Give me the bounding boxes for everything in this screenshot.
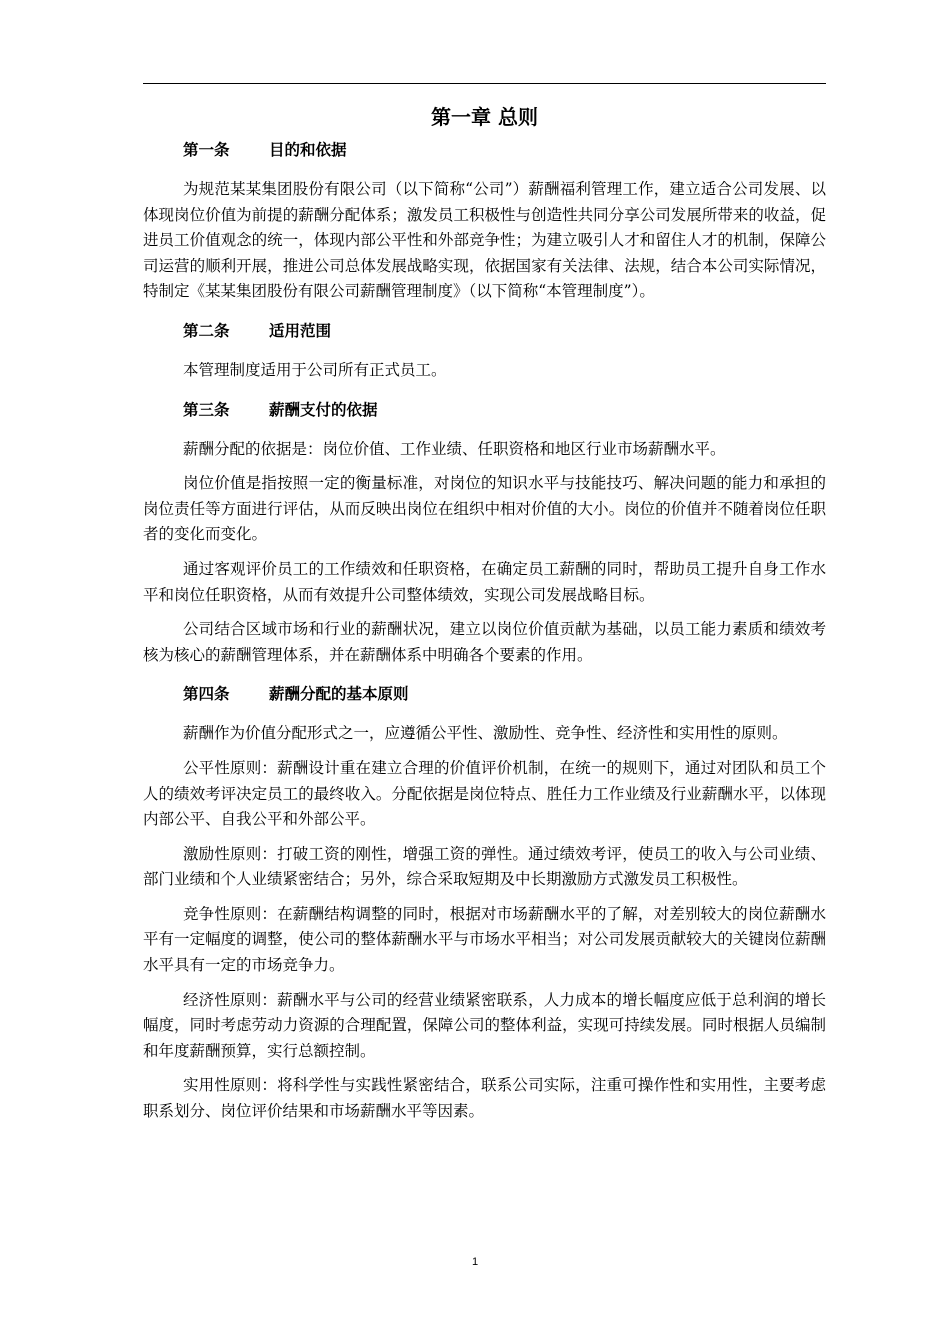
header-rule bbox=[143, 83, 826, 84]
paragraph: 竞争性原则：在薪酬结构调整的同时，根据对市场薪酬水平的了解，对差别较大的岗位薪酬水平有一定幅度的调整，使公司的整体薪酬水平与市场水平相当；对公司发展贡献较大的关键岗位薪酬水平具有一定的市场竞争力。 bbox=[143, 904, 826, 975]
paragraph: 薪酬分配的依据是：岗位价值、工作业绩、任职资格和地区行业市场薪酬水平。 bbox=[183, 439, 726, 458]
document-body bbox=[143, 98, 826, 1134]
paragraph: 激励性原则：打破工资的刚性，增强工资的弹性。通过绩效考评，使员工的收入与公司业绩、部门业绩和个人业绩紧密结合；另外，综合采取短期及中长期激励方式激发员工积极性。 bbox=[143, 844, 826, 889]
paragraph: 实用性原则：将科学性与实践性紧密结合，联系公司实际，注重可操作性和实用性，主要考虑职系划分、岗位评价结果和市场薪酬水平等因素。 bbox=[143, 1076, 826, 1121]
article-title: 目的和依据 bbox=[269, 141, 347, 159]
article-title: 薪酬支付的依据 bbox=[269, 400, 378, 419]
paragraph: 为规范某某集团股份有限公司（以下简称“公司”）薪酬福利管理工作，建立适合公司发展、以体现岗位价值为前提的薪酬分配体系；激发员工积极性与创造性共同分享公司发展所带来的收益，促进员工价值观念的统一，体现内部公平性和外部竞争性；为建立吸引人才和留住人才的机制，保障公司运营的顺利开展，推进公司总体发展战略实现，依据国家有关法律、法规，结合本公司实际情况，特制定《某某集团股份有限公司薪酬管理制度》（以下简称“本管理制度”）。 bbox=[143, 180, 826, 301]
article-number: 第三条 bbox=[183, 400, 230, 419]
article-heading bbox=[143, 680, 826, 708]
paragraph: 公平性原则：薪酬设计重在建立合理的价值评价机制，在统一的规则下，通过对团队和员工个人的绩效考评决定员工的最终收入。分配依据是岗位特点、胜任力工作业绩及行业薪酬水平，以体现内部公平、自我公平和外部公平。 bbox=[143, 758, 826, 829]
article-heading bbox=[143, 396, 826, 424]
page-number: 1 bbox=[471, 1256, 479, 1268]
paragraph: 经济性原则：薪酬水平与公司的经营业绩紧密联系，人力成本的增长幅度应低于总利润的增长幅度，同时考虑劳动力资源的合理配置，保障公司的整体利益，实现可持续发展。同时根据人员编制和年度薪酬预算，实行总额控制。 bbox=[143, 990, 826, 1060]
article-title: 适用范围 bbox=[269, 321, 332, 340]
paragraph: 本管理制度适用于公司所有正式员工。 bbox=[183, 360, 447, 379]
chapter-title: 第一章 总则 bbox=[431, 105, 538, 129]
article-title: 薪酬分配的基本原则 bbox=[269, 685, 409, 704]
paragraph: 公司结合区域市场和行业的薪酬状况，建立以岗位价值贡献为基础，以员工能力素质和绩效考核为核心的薪酬管理体系，并在薪酬体系中明确各个要素的作用。 bbox=[143, 620, 826, 664]
article-number: 第二条 bbox=[183, 321, 230, 340]
article-number: 第四条 bbox=[183, 685, 230, 704]
article-heading bbox=[143, 317, 826, 345]
article-number: 第一条 bbox=[183, 141, 230, 159]
paragraph: 通过客观评价员工的工作绩效和任职资格，在确定员工薪酬的同时，帮助员工提升自身工作水平和岗位任职资格，从而有效提升公司整体绩效，实现公司发展战略目标。 bbox=[143, 559, 826, 604]
paragraph: 岗位价值是指按照一定的衡量标准，对岗位的知识水平与技能技巧、解决问题的能力和承担的岗位责任等方面进行评估，从而反映出岗位在组织中相对价值的大小。岗位的价值并不随着岗位任职者的变化而变化。 bbox=[143, 474, 826, 544]
article-heading bbox=[143, 136, 826, 164]
paragraph: 薪酬作为价值分配形式之一，应遵循公平性、激励性、竞争性、经济性和实用性的原则。 bbox=[183, 724, 788, 743]
